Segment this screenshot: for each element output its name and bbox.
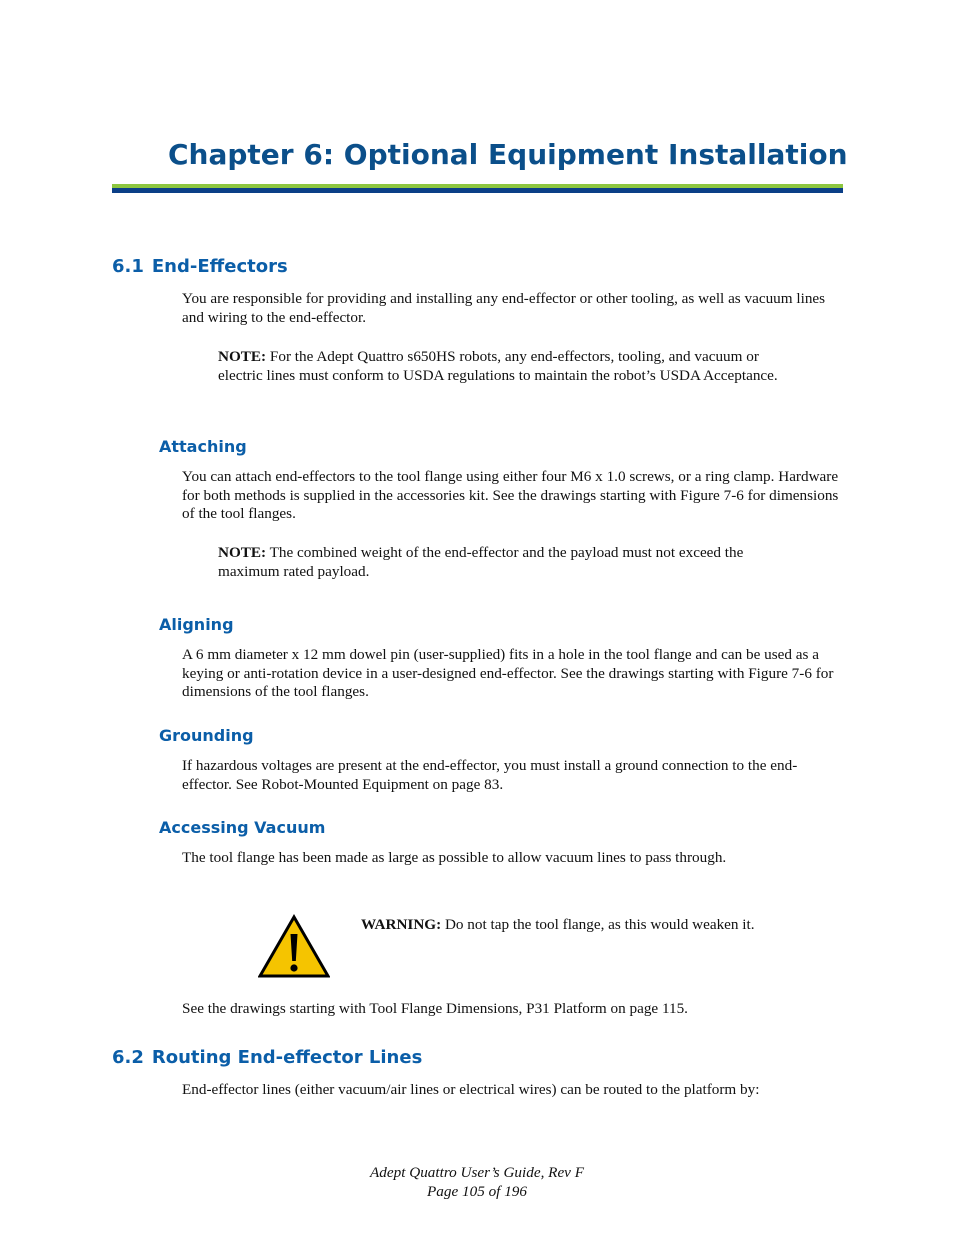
routing-body: End-effector lines (either vacuum/air lines or electrical wires) can be routed to the platform by: <box>182 1081 760 1098</box>
footer-guide-title: Adept Quattro User’s Guide, Rev F <box>370 1164 584 1181</box>
note-text: The combined weight of the end-effector and the payload must not exceed the maximum rated payload. <box>218 544 744 580</box>
heading-aligning: Aligning <box>159 615 234 634</box>
heading-attaching: Attaching <box>159 437 247 456</box>
end-effectors-intro: You are responsible for providing and installing any end-effector or other tooling, as well as vacuum lines and wiring to the end-effector. <box>182 290 826 326</box>
note-text: For the Adept Quattro s650HS robots, any end-effectors, tooling, and vacuum or electric lines must conform to USDA regulations to maintain the robot’s USDA Acceptance. <box>218 348 778 384</box>
heading-grounding: Grounding <box>159 726 254 745</box>
grounding-body: If hazardous voltages are present at the end-effector, you must install a ground connection to the end-effector. See Robot-Mounted Equipment on page 83. <box>182 757 798 793</box>
payload-note <box>218 544 793 581</box>
aligning-body: A 6 mm diameter x 12 mm dowel pin (user-supplied) fits in a hole in the tool flange and can be used as a keying or anti-rotation device in a user-designed end-effector. See the drawings starting with Figure 7-6 for dimensions of the tool flanges. <box>182 646 834 701</box>
warning-message <box>361 916 761 935</box>
warning-label: WARNING: <box>361 916 442 933</box>
attaching-body: You can attach end-effectors to the tool flange using either four M6 x 1.0 screws, or a ring clamp. Hardware for both methods is supplied in the accessories kit. See the drawings starting with Figure 7-6 for dimensions of the tool flanges. <box>182 468 839 523</box>
section-heading-6-1 <box>112 256 288 277</box>
warning-text: Do not tap the tool flange, as this would weaken it. <box>441 916 755 933</box>
vacuum-body: The tool flange has been made as large as possible to allow vacuum lines to pass through. <box>182 849 727 866</box>
footer-page-number: Page 105 of 196 <box>427 1183 527 1200</box>
section-number: 6.2 <box>112 1047 144 1068</box>
usda-note <box>218 348 803 385</box>
note-label: NOTE: <box>218 544 267 561</box>
note-label: NOTE: <box>218 348 267 365</box>
section-heading-6-2 <box>112 1047 422 1068</box>
section-number: 6.1 <box>112 256 144 277</box>
tool-flange-reference: See the drawings starting with Tool Flange Dimensions, P31 Platform on page 115. <box>182 1000 688 1017</box>
title-rule-blue <box>112 188 843 193</box>
section-title: End-Effectors <box>151 256 288 277</box>
chapter-title: Chapter 6: Optional Equipment Installation <box>168 138 848 171</box>
section-title: Routing End-effector Lines <box>151 1047 423 1068</box>
warning-icon <box>258 914 330 978</box>
heading-accessing-vacuum: Accessing Vacuum <box>159 818 326 837</box>
